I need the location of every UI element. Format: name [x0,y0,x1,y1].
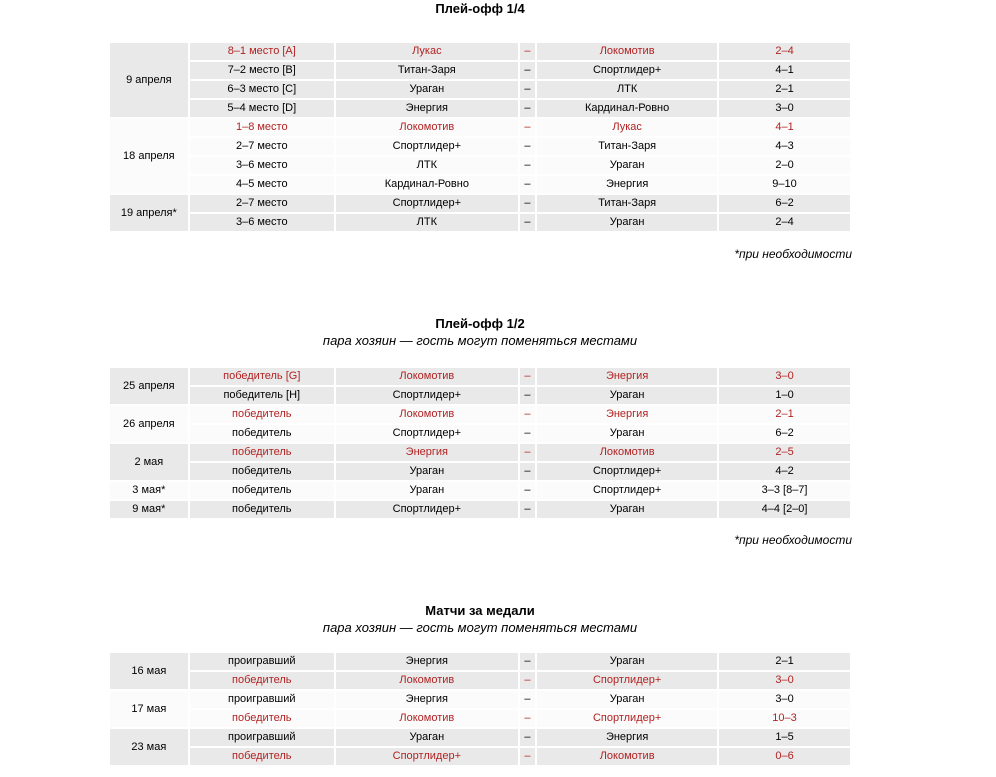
dash-cell: – [520,691,535,708]
match-row [110,138,850,155]
away-team-cell: Спортлидер+ [537,463,717,480]
score-cell: 3–0 [719,691,850,708]
footnote-if-necessary: *при необходимости [734,247,852,261]
away-team-cell: Лукас [537,119,717,136]
seed-cell: победитель [190,425,334,442]
score-cell: 4–3 [719,138,850,155]
dash-cell: – [520,43,535,60]
away-team-cell: Ураган [537,157,717,174]
match-row [110,43,850,60]
match-row [110,444,850,461]
section-title-quarterfinals: Плей-офф 1/4 [435,1,525,16]
away-team-cell: Титан-Заря [537,138,717,155]
seed-cell: 7–2 место [B] [190,62,334,79]
away-team-cell: Спортлидер+ [537,672,717,689]
dash-cell: – [520,387,535,404]
seed-cell: победитель [190,501,334,518]
dash-cell: – [520,368,535,385]
seed-cell: победитель [190,463,334,480]
section-subtitle-semifinals: пара хозяин — гость могут поменяться местами [322,333,638,348]
away-team-cell: Энергия [537,406,717,423]
home-team-cell: Ураган [336,729,518,746]
date-cell: 17 мая [110,691,188,727]
away-team-cell: ЛТК [537,81,717,98]
score-cell: 4–1 [719,119,850,136]
score-cell: 2–1 [719,81,850,98]
away-team-cell: Титан-Заря [537,195,717,212]
seed-cell: победитель [190,444,334,461]
seed-cell: победитель [190,672,334,689]
dash-cell: – [520,119,535,136]
footnote-if-necessary: *при необходимости [734,533,852,547]
away-team-cell: Ураган [537,653,717,670]
dash-cell: – [520,62,535,79]
date-cell: 9 мая* [110,501,188,518]
home-team-cell: Локомотив [336,368,518,385]
away-team-cell: Энергия [537,176,717,193]
match-row [110,368,850,385]
match-row [110,463,850,480]
match-row [110,81,850,98]
score-cell: 6–2 [719,425,850,442]
home-team-cell: Кардинал-Ровно [336,176,518,193]
medal-matches-table [108,651,852,767]
home-team-cell: Ураган [336,81,518,98]
match-row [110,482,850,499]
home-team-cell: Локомотив [336,710,518,727]
home-team-cell: Спортлидер+ [336,138,518,155]
date-cell: 3 мая* [110,482,188,499]
dash-cell: – [520,463,535,480]
seed-cell: победитель [190,406,334,423]
score-cell: 2–0 [719,157,850,174]
match-row [110,501,850,518]
away-team-cell: Локомотив [537,43,717,60]
dash-cell: – [520,81,535,98]
seed-cell: победитель [H] [190,387,334,404]
dash-cell: – [520,100,535,117]
score-cell: 3–0 [719,368,850,385]
score-cell: 2–1 [719,653,850,670]
home-team-cell: Лукас [336,43,518,60]
seed-cell: проигравший [190,729,334,746]
away-team-cell: Энергия [537,729,717,746]
date-cell: 16 мая [110,653,188,689]
score-cell: 2–1 [719,406,850,423]
score-cell: 1–0 [719,387,850,404]
quarterfinals-table [108,41,852,233]
dash-cell: – [520,729,535,746]
match-row [110,387,850,404]
dash-cell: – [520,176,535,193]
score-cell: 2–5 [719,444,850,461]
seed-cell: 4–5 место [190,176,334,193]
away-team-cell: Ураган [537,425,717,442]
seed-cell: проигравший [190,653,334,670]
dash-cell: – [520,444,535,461]
seed-cell: 1–8 место [190,119,334,136]
away-team-cell: Ураган [537,501,717,518]
away-team-cell: Спортлидер+ [537,482,717,499]
match-row [110,406,850,423]
dash-cell: – [520,482,535,499]
match-row [110,710,850,727]
dash-cell: – [520,748,535,765]
away-team-cell: Ураган [537,214,717,231]
score-cell: 6–2 [719,195,850,212]
score-cell: 3–3 [8–7] [719,482,850,499]
match-row [110,157,850,174]
date-cell: 23 мая [110,729,188,765]
seed-cell: 3–6 место [190,214,334,231]
dash-cell: – [520,425,535,442]
dash-cell: – [520,157,535,174]
seed-cell: 5–4 место [D] [190,100,334,117]
seed-cell: 8–1 место [A] [190,43,334,60]
section-title-semifinals: Плей-офф 1/2 [435,316,525,331]
dash-cell: – [520,406,535,423]
dash-cell: – [520,138,535,155]
date-cell: 25 апреля [110,368,188,404]
score-cell: 4–4 [2–0] [719,501,850,518]
away-team-cell: Спортлидер+ [537,62,717,79]
date-cell: 2 мая [110,444,188,480]
away-team-cell: Ураган [537,387,717,404]
away-team-cell: Локомотив [537,444,717,461]
home-team-cell: Ураган [336,482,518,499]
match-row [110,62,850,79]
match-row [110,195,850,212]
match-row [110,214,850,231]
date-cell: 26 апреля [110,406,188,442]
home-team-cell: Энергия [336,653,518,670]
score-cell: 4–1 [719,62,850,79]
seed-cell: победитель [190,482,334,499]
semifinals-table [108,366,852,520]
score-cell: 10–3 [719,710,850,727]
date-cell: 18 апреля [110,119,188,193]
seed-cell: 3–6 место [190,157,334,174]
home-team-cell: Титан-Заря [336,62,518,79]
dash-cell: – [520,214,535,231]
home-team-cell: ЛТК [336,214,518,231]
home-team-cell: Ураган [336,463,518,480]
home-team-cell: Спортлидер+ [336,748,518,765]
dash-cell: – [520,672,535,689]
home-team-cell: Локомотив [336,119,518,136]
away-team-cell: Энергия [537,368,717,385]
home-team-cell: Спортлидер+ [336,387,518,404]
seed-cell: победитель [190,710,334,727]
home-team-cell: Энергия [336,100,518,117]
match-row [110,653,850,670]
score-cell: 2–4 [719,214,850,231]
section-subtitle-medal-matches: пара хозяин — гость могут поменяться местами [322,620,638,635]
dash-cell: – [520,501,535,518]
match-row [110,119,850,136]
match-row [110,691,850,708]
away-team-cell: Спортлидер+ [537,710,717,727]
date-cell: 19 апреля* [110,195,188,231]
score-cell: 4–2 [719,463,850,480]
score-cell: 1–5 [719,729,850,746]
seed-cell: победитель [190,748,334,765]
seed-cell: 6–3 место [C] [190,81,334,98]
away-team-cell: Кардинал-Ровно [537,100,717,117]
section-title-medal-matches: Матчи за медали [425,603,535,618]
seed-cell: 2–7 место [190,138,334,155]
match-row [110,100,850,117]
dash-cell: – [520,710,535,727]
home-team-cell: Энергия [336,444,518,461]
home-team-cell: Спортлидер+ [336,425,518,442]
score-cell: 9–10 [719,176,850,193]
score-cell: 2–4 [719,43,850,60]
home-team-cell: Энергия [336,691,518,708]
away-team-cell: Ураган [537,691,717,708]
score-cell: 3–0 [719,672,850,689]
score-cell: 3–0 [719,100,850,117]
home-team-cell: Локомотив [336,672,518,689]
seed-cell: 2–7 место [190,195,334,212]
dash-cell: – [520,195,535,212]
match-row [110,672,850,689]
home-team-cell: Спортлидер+ [336,195,518,212]
date-cell: 9 апреля [110,43,188,117]
match-row [110,729,850,746]
match-row [110,425,850,442]
away-team-cell: Локомотив [537,748,717,765]
match-row [110,176,850,193]
seed-cell: проигравший [190,691,334,708]
seed-cell: победитель [G] [190,368,334,385]
score-cell: 0–6 [719,748,850,765]
home-team-cell: ЛТК [336,157,518,174]
home-team-cell: Спортлидер+ [336,501,518,518]
match-row [110,748,850,765]
dash-cell: – [520,653,535,670]
home-team-cell: Локомотив [336,406,518,423]
